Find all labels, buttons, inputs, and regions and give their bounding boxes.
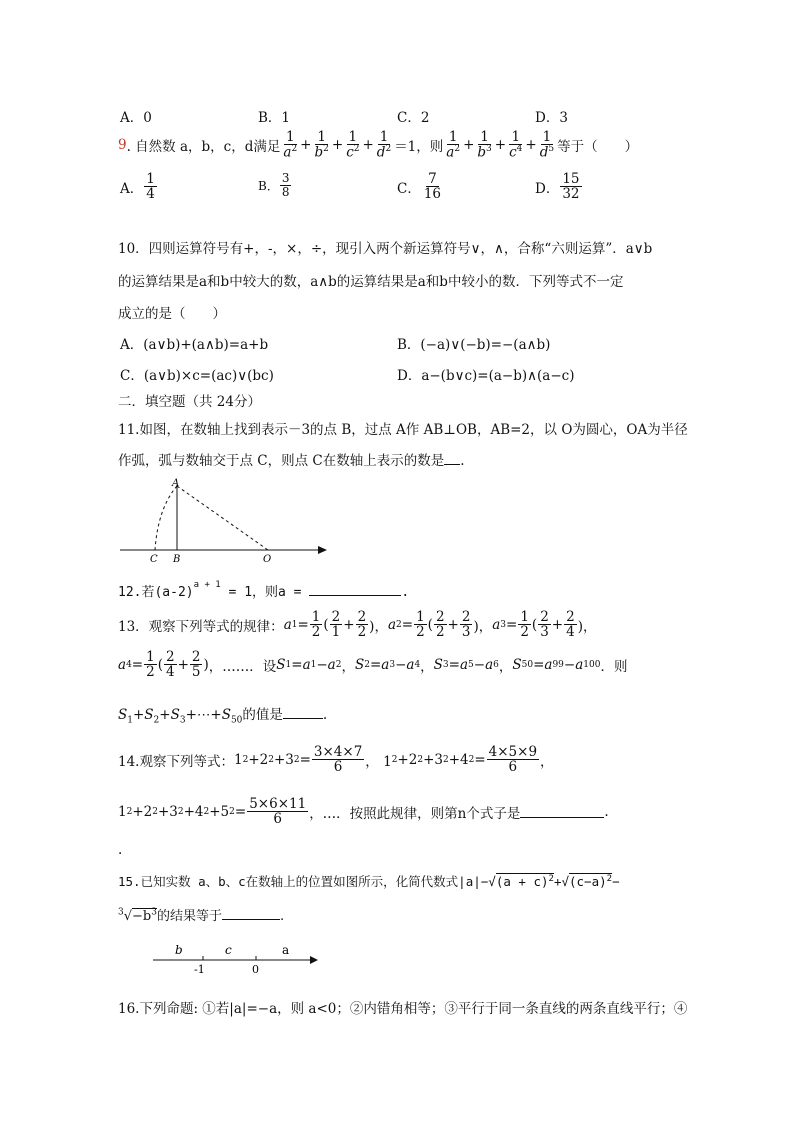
q9-stem: . 自然数 a，b，c，d满足	[126, 138, 281, 155]
q13-line-3: $S_1+S_2+S_3+\cdots+S_{50}$的值是 .	[118, 707, 328, 726]
q9-option-c: C． $\frac{7}{16}$	[397, 171, 442, 203]
q8-option-a: A．0	[120, 110, 152, 126]
minus-one-tick-label: -1	[194, 963, 205, 976]
q9-sum-1: $\frac{1}{a^2}$ + $\frac{1}{b^2}$ + $\frac{1}{c^2}$ + $\frac{1}{d^2}$	[283, 129, 392, 161]
q14-stray-dot: .	[118, 842, 123, 858]
q15-number-line	[148, 938, 323, 978]
q10-option-b: B．(−a)∨(−b)=−(a∧b)	[397, 337, 551, 353]
q11-figure	[115, 478, 335, 568]
q9-sum-2: $\frac{1}{a^2}$ + $\frac{1}{b^3}$ + $\frac{1}{c^4}$ + $\frac{1}{d^5}$	[446, 129, 555, 161]
q14-line-2: 1 2 +2 2 +3 2 +4 2 +5 2 = $\frac{5\times 6\times 11}{6}$ ，…．按照此规律，则第n个式子是 .	[118, 796, 609, 828]
q9-option-d: D． $\frac{15}{32}$	[535, 171, 580, 203]
q11-line-2: 作弧，弧与数轴交于点 C，则点 C在数轴上表示的数是 .	[118, 453, 465, 469]
point-c-label: C	[150, 554, 158, 565]
q9-eq: ＝1，则	[394, 138, 444, 155]
question-9	[118, 130, 638, 160]
q8-option-b: B．1	[258, 110, 291, 126]
point-o-label: O	[263, 554, 272, 565]
q10-option-c: C．(a∨b)×c=(ac)∨(bc)	[120, 368, 274, 384]
q10-option-d: D．a−(b∨c)=(a−b)∧(a−c)	[397, 368, 575, 384]
q9-number: 9	[118, 136, 127, 153]
q9-tail: 等于（ ）	[557, 138, 639, 155]
question-16: 16.下列命题: ①若|a|=−a，则 a<0；②内错角相等；③平行于同一条直线的两条直线平行；④	[118, 1001, 688, 1017]
q15-line-2: $^3√-b^3$的结果等于 .	[118, 907, 285, 924]
q15-line-1: 15.已知实数 a、b、c在数轴上的位置如图所示，化简代数式$|a|-√(a + c)^2+√(c-a)^2-$	[118, 873, 620, 889]
point-b-label: b	[175, 943, 183, 957]
q8-option-c: C．2	[397, 110, 430, 126]
point-a-label: a	[282, 943, 290, 957]
q14-line-1: 14.观察下列等式： 1 2 +2 2 +3 2 = $\frac{3\times 4\times 7}{6}$ ， 1 2 +2 2 +3 2 +4 2 = $\frac{4\times 5\times 9}{6}$ ，	[118, 744, 554, 776]
question-12: 12.若$(a-2)^{a + 1} = 1$，则a = .	[118, 579, 410, 600]
q9-option-b: B． $\frac{3}{8}$	[258, 171, 290, 199]
point-c-label: c	[225, 943, 232, 957]
q13-line-2: a 4 = $\frac{1}{2}$ ( $\frac{2}{4}$ + $\frac{2}{5}$ ) ，……．设 S 1 = a 1 − a 2 ， S 2 = a 3 − a 4 ， S 3 = a 5 − a 6 ， S 50 = a 99 − a 100 ．则	[118, 649, 628, 681]
q10-option-a: A．(a∨b)+(a∧b)=a+b	[120, 337, 269, 353]
point-b-label: B	[173, 554, 181, 565]
q10-line-2: 的运算结果是a和b中较大的数，a∧b的运算结果是a和b中较小的数．下列等式不一定	[118, 274, 624, 290]
q9-option-a: A． $\frac{1}{4}$	[120, 171, 155, 203]
q8-option-d: D．3	[535, 110, 568, 126]
q10-line-1: 10．四则运算符号有+，-，×，÷，现引入两个新运算符号∨，∧，合称“六则运算”．a∨b	[118, 241, 653, 257]
q11-line-1: 11.如图，在数轴上找到表示－3的点 B，过点 A作 AB⊥OB，AB=2，以 O为圆心，OA为半径	[118, 422, 688, 438]
zero-tick-label: 0	[252, 963, 259, 976]
q13-line-1: 13．观察下列等式的规律： a 1 = $\frac{1}{2}$ ( $\frac{2}{1}$ + $\frac{2}{2}$ )， a 2 = $\frac{1}{2}$ ( $\frac{2}{2}$ + $\frac{2}{3}$ )， a 3 = $\frac{1}{2}$ ( $\frac{2}{3}$ + $\frac{2}{4}$ )，	[118, 609, 597, 641]
q10-line-3: 成立的是（ ）	[118, 306, 226, 322]
section-heading: 二．填空题（共 24分）	[118, 394, 261, 410]
point-a-label: A	[172, 478, 180, 489]
